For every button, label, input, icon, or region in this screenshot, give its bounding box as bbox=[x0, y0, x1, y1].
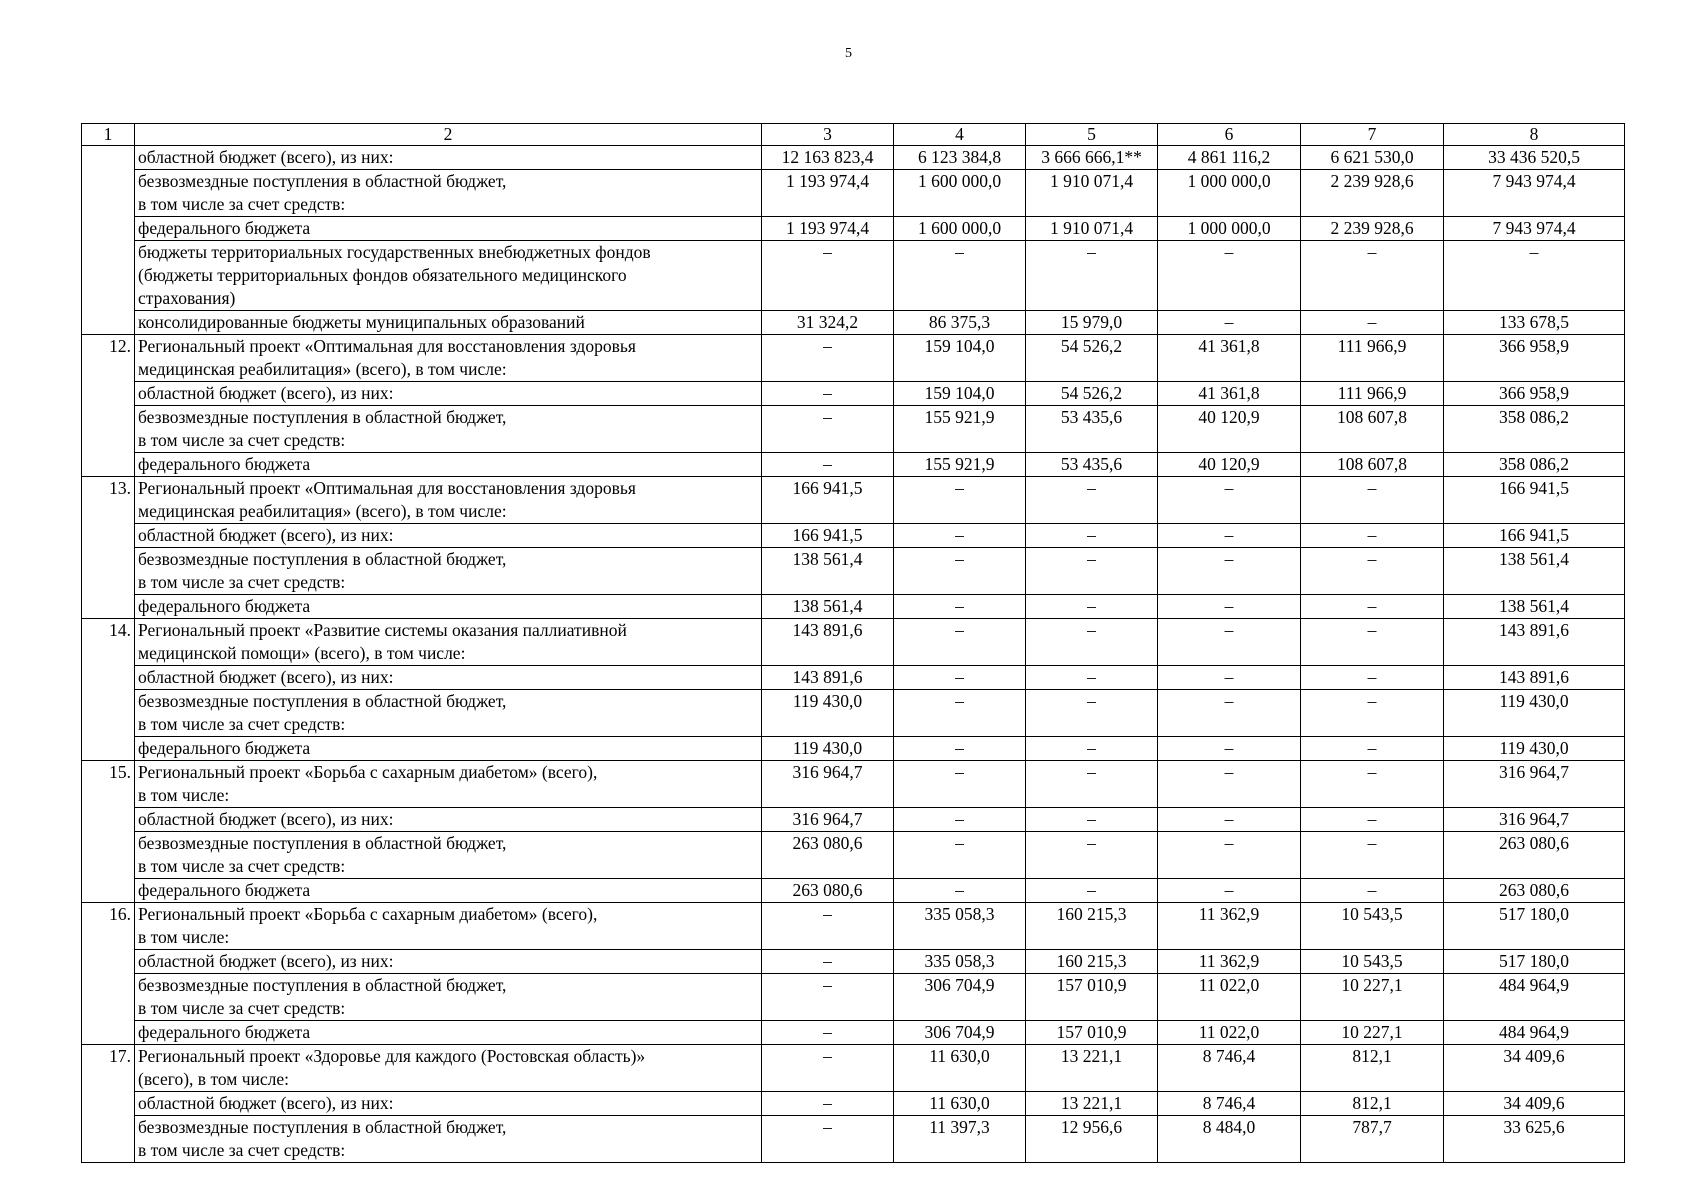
amount-cell: 1 910 071,4 bbox=[1026, 217, 1158, 241]
row-index: 13. bbox=[82, 477, 135, 619]
row-label: безвозмездные поступления в областной бюджет, в том числе за счет средств: bbox=[135, 690, 762, 737]
amount-cell: 138 561,4 bbox=[1444, 595, 1625, 619]
table-row bbox=[82, 950, 1625, 974]
amount-cell: 358 086,2 bbox=[1444, 453, 1625, 477]
amount-cell: – bbox=[1158, 311, 1301, 335]
table-row bbox=[82, 241, 1625, 311]
amount-cell: 143 891,6 bbox=[762, 666, 894, 690]
table-row bbox=[82, 1116, 1625, 1163]
row-label: Региональный проект «Здоровье для каждого (Ростовская область)» (всего), в том числе: bbox=[135, 1045, 762, 1092]
amount-cell: – bbox=[1158, 619, 1301, 666]
amount-cell: – bbox=[1158, 241, 1301, 311]
amount-cell: 10 543,5 bbox=[1301, 950, 1444, 974]
amount-cell: 11 397,3 bbox=[894, 1116, 1026, 1163]
amount-cell: 812,1 bbox=[1301, 1092, 1444, 1116]
amount-cell: 11 630,0 bbox=[894, 1092, 1026, 1116]
table-row bbox=[82, 311, 1625, 335]
row-index: 15. bbox=[82, 761, 135, 903]
amount-cell: 159 104,0 bbox=[894, 335, 1026, 382]
column-number-row bbox=[82, 124, 1625, 146]
amount-cell: 40 120,9 bbox=[1158, 453, 1301, 477]
amount-cell: 10 543,5 bbox=[1301, 903, 1444, 950]
budget-table bbox=[81, 123, 1625, 1163]
amount-cell: 366 958,9 bbox=[1444, 382, 1625, 406]
table-row bbox=[82, 808, 1625, 832]
table-row bbox=[82, 548, 1625, 595]
amount-cell: 155 921,9 bbox=[894, 453, 1026, 477]
row-label: бюджеты территориальных государственных внебюджетных фондов (бюджеты территориальных фондов обязательного медицинского страхования) bbox=[135, 241, 762, 311]
amount-cell: 517 180,0 bbox=[1444, 903, 1625, 950]
row-label: Региональный проект «Развитие системы оказания паллиативной медицинской помощи» (всего), в том числе: bbox=[135, 619, 762, 666]
column-number: 8 bbox=[1444, 124, 1625, 146]
amount-cell: 13 221,1 bbox=[1026, 1045, 1158, 1092]
row-label: федерального бюджета bbox=[135, 453, 762, 477]
amount-cell: 10 227,1 bbox=[1301, 974, 1444, 1021]
amount-cell: – bbox=[894, 241, 1026, 311]
row-label: безвозмездные поступления в областной бюджет, в том числе за счет средств: bbox=[135, 974, 762, 1021]
table-row bbox=[82, 619, 1625, 666]
amount-cell: 12 163 823,4 bbox=[762, 146, 894, 170]
amount-cell: – bbox=[1158, 808, 1301, 832]
amount-cell: 1 910 071,4 bbox=[1026, 170, 1158, 217]
amount-cell: – bbox=[1026, 832, 1158, 879]
row-label: областной бюджет (всего), из них: bbox=[135, 950, 762, 974]
amount-cell: 8 484,0 bbox=[1158, 1116, 1301, 1163]
amount-cell: 160 215,3 bbox=[1026, 903, 1158, 950]
amount-cell: 111 966,9 bbox=[1301, 335, 1444, 382]
amount-cell: – bbox=[1158, 595, 1301, 619]
row-label: областной бюджет (всего), из них: bbox=[135, 382, 762, 406]
amount-cell: – bbox=[894, 761, 1026, 808]
table-row bbox=[82, 737, 1625, 761]
amount-cell: 54 526,2 bbox=[1026, 382, 1158, 406]
amount-cell: – bbox=[1158, 666, 1301, 690]
amount-cell: – bbox=[1158, 832, 1301, 879]
table-row bbox=[82, 1092, 1625, 1116]
amount-cell: – bbox=[762, 335, 894, 382]
amount-cell: – bbox=[762, 453, 894, 477]
row-label: безвозмездные поступления в областной бюджет, в том числе за счет средств: bbox=[135, 832, 762, 879]
amount-cell: – bbox=[1026, 619, 1158, 666]
amount-cell: – bbox=[1301, 311, 1444, 335]
amount-cell: – bbox=[1301, 241, 1444, 311]
table-row bbox=[82, 690, 1625, 737]
amount-cell: 7 943 974,4 bbox=[1444, 170, 1625, 217]
amount-cell: 1 600 000,0 bbox=[894, 170, 1026, 217]
amount-cell: 358 086,2 bbox=[1444, 406, 1625, 453]
row-label: федерального бюджета bbox=[135, 879, 762, 903]
amount-cell: – bbox=[894, 808, 1026, 832]
amount-cell: 11 362,9 bbox=[1158, 903, 1301, 950]
amount-cell: – bbox=[894, 619, 1026, 666]
amount-cell: 41 361,8 bbox=[1158, 382, 1301, 406]
row-index: 12. bbox=[82, 335, 135, 477]
amount-cell: 138 561,4 bbox=[762, 548, 894, 595]
row-label: безвозмездные поступления в областной бюджет, в том числе за счет средств: bbox=[135, 548, 762, 595]
row-label: федерального бюджета bbox=[135, 217, 762, 241]
amount-cell: 53 435,6 bbox=[1026, 406, 1158, 453]
amount-cell: 157 010,9 bbox=[1026, 1021, 1158, 1045]
amount-cell: 484 964,9 bbox=[1444, 1021, 1625, 1045]
amount-cell: – bbox=[1444, 241, 1625, 311]
amount-cell: 3 666 666,1** bbox=[1026, 146, 1158, 170]
amount-cell: – bbox=[1301, 666, 1444, 690]
amount-cell: – bbox=[1301, 595, 1444, 619]
amount-cell: 335 058,3 bbox=[894, 950, 1026, 974]
amount-cell: 1 600 000,0 bbox=[894, 217, 1026, 241]
amount-cell: – bbox=[1026, 761, 1158, 808]
amount-cell: – bbox=[1158, 737, 1301, 761]
amount-cell: 15 979,0 bbox=[1026, 311, 1158, 335]
amount-cell: 4 861 116,2 bbox=[1158, 146, 1301, 170]
amount-cell: – bbox=[762, 1092, 894, 1116]
amount-cell: 335 058,3 bbox=[894, 903, 1026, 950]
amount-cell: – bbox=[1301, 808, 1444, 832]
table-row bbox=[82, 903, 1625, 950]
amount-cell: – bbox=[762, 903, 894, 950]
amount-cell: 166 941,5 bbox=[762, 524, 894, 548]
amount-cell: – bbox=[762, 1116, 894, 1163]
amount-cell: 31 324,2 bbox=[762, 311, 894, 335]
amount-cell: 11 022,0 bbox=[1158, 974, 1301, 1021]
row-label: федерального бюджета bbox=[135, 737, 762, 761]
amount-cell: 1 000 000,0 bbox=[1158, 217, 1301, 241]
amount-cell: 6 621 530,0 bbox=[1301, 146, 1444, 170]
amount-cell: – bbox=[1026, 595, 1158, 619]
amount-cell: 108 607,8 bbox=[1301, 453, 1444, 477]
amount-cell: – bbox=[894, 548, 1026, 595]
amount-cell: – bbox=[1301, 524, 1444, 548]
amount-cell: 108 607,8 bbox=[1301, 406, 1444, 453]
amount-cell: – bbox=[1301, 832, 1444, 879]
column-number: 6 bbox=[1158, 124, 1301, 146]
table-row bbox=[82, 974, 1625, 1021]
amount-cell: – bbox=[1026, 879, 1158, 903]
row-index bbox=[82, 146, 135, 335]
row-label: областной бюджет (всего), из них: bbox=[135, 524, 762, 548]
amount-cell: 86 375,3 bbox=[894, 311, 1026, 335]
amount-cell: 316 964,7 bbox=[762, 808, 894, 832]
amount-cell: – bbox=[762, 974, 894, 1021]
amount-cell: – bbox=[1158, 524, 1301, 548]
amount-cell: – bbox=[894, 737, 1026, 761]
amount-cell: – bbox=[762, 950, 894, 974]
table-row bbox=[82, 335, 1625, 382]
amount-cell: 306 704,9 bbox=[894, 1021, 1026, 1045]
amount-cell: 366 958,9 bbox=[1444, 335, 1625, 382]
amount-cell: 34 409,6 bbox=[1444, 1092, 1625, 1116]
amount-cell: 33 625,6 bbox=[1444, 1116, 1625, 1163]
amount-cell: – bbox=[1301, 477, 1444, 524]
row-label: безвозмездные поступления в областной бюджет, в том числе за счет средств: bbox=[135, 406, 762, 453]
amount-cell: – bbox=[1026, 737, 1158, 761]
amount-cell: 484 964,9 bbox=[1444, 974, 1625, 1021]
amount-cell: 306 704,9 bbox=[894, 974, 1026, 1021]
amount-cell: – bbox=[1301, 548, 1444, 595]
row-label: Региональный проект «Оптимальная для восстановления здоровья медицинская реабилитация» (всего), в том числе: bbox=[135, 477, 762, 524]
amount-cell: 517 180,0 bbox=[1444, 950, 1625, 974]
amount-cell: 119 430,0 bbox=[762, 737, 894, 761]
amount-cell: 166 941,5 bbox=[762, 477, 894, 524]
amount-cell: 33 436 520,5 bbox=[1444, 146, 1625, 170]
amount-cell: 143 891,6 bbox=[762, 619, 894, 666]
row-index: 17. bbox=[82, 1045, 135, 1163]
amount-cell: 263 080,6 bbox=[1444, 879, 1625, 903]
column-number: 2 bbox=[135, 124, 762, 146]
row-label: областной бюджет (всего), из них: bbox=[135, 146, 762, 170]
amount-cell: – bbox=[1026, 666, 1158, 690]
amount-cell: 787,7 bbox=[1301, 1116, 1444, 1163]
amount-cell: 1 193 974,4 bbox=[762, 217, 894, 241]
row-label: федерального бюджета bbox=[135, 595, 762, 619]
row-label: Региональный проект «Оптимальная для восстановления здоровья медицинская реабилитация» (всего), в том числе: bbox=[135, 335, 762, 382]
amount-cell: – bbox=[762, 382, 894, 406]
amount-cell: – bbox=[894, 477, 1026, 524]
amount-cell: 11 362,9 bbox=[1158, 950, 1301, 974]
amount-cell: – bbox=[894, 666, 1026, 690]
amount-cell: – bbox=[762, 406, 894, 453]
amount-cell: – bbox=[1158, 761, 1301, 808]
amount-cell: – bbox=[762, 1021, 894, 1045]
amount-cell: 1 000 000,0 bbox=[1158, 170, 1301, 217]
row-index: 16. bbox=[82, 903, 135, 1045]
amount-cell: 10 227,1 bbox=[1301, 1021, 1444, 1045]
row-index: 14. bbox=[82, 619, 135, 761]
amount-cell: 111 966,9 bbox=[1301, 382, 1444, 406]
amount-cell: 138 561,4 bbox=[1444, 548, 1625, 595]
amount-cell: – bbox=[762, 241, 894, 311]
row-label: областной бюджет (всего), из них: bbox=[135, 1092, 762, 1116]
amount-cell: 40 120,9 bbox=[1158, 406, 1301, 453]
row-label: областной бюджет (всего), из них: bbox=[135, 808, 762, 832]
amount-cell: – bbox=[1301, 619, 1444, 666]
amount-cell: 166 941,5 bbox=[1444, 477, 1625, 524]
amount-cell: 143 891,6 bbox=[1444, 619, 1625, 666]
amount-cell: 138 561,4 bbox=[762, 595, 894, 619]
amount-cell: 54 526,2 bbox=[1026, 335, 1158, 382]
amount-cell: 119 430,0 bbox=[1444, 737, 1625, 761]
amount-cell: 34 409,6 bbox=[1444, 1045, 1625, 1092]
row-label: безвозмездные поступления в областной бюджет, в том числе за счет средств: bbox=[135, 1116, 762, 1163]
amount-cell: – bbox=[1301, 761, 1444, 808]
amount-cell: 143 891,6 bbox=[1444, 666, 1625, 690]
amount-cell: 119 430,0 bbox=[762, 690, 894, 737]
table-row bbox=[82, 217, 1625, 241]
amount-cell: – bbox=[1158, 548, 1301, 595]
amount-cell: 316 964,7 bbox=[1444, 761, 1625, 808]
amount-cell: – bbox=[1026, 477, 1158, 524]
amount-cell: 263 080,6 bbox=[1444, 832, 1625, 879]
amount-cell: 812,1 bbox=[1301, 1045, 1444, 1092]
row-label: областной бюджет (всего), из них: bbox=[135, 666, 762, 690]
row-label: Региональный проект «Борьба с сахарным диабетом» (всего), в том числе: bbox=[135, 761, 762, 808]
amount-cell: 8 746,4 bbox=[1158, 1045, 1301, 1092]
amount-cell: – bbox=[894, 832, 1026, 879]
amount-cell: 41 361,8 bbox=[1158, 335, 1301, 382]
amount-cell: 53 435,6 bbox=[1026, 453, 1158, 477]
table-row bbox=[82, 595, 1625, 619]
row-label: федерального бюджета bbox=[135, 1021, 762, 1045]
amount-cell: 316 964,7 bbox=[1444, 808, 1625, 832]
amount-cell: – bbox=[1158, 690, 1301, 737]
amount-cell: 13 221,1 bbox=[1026, 1092, 1158, 1116]
amount-cell: 159 104,0 bbox=[894, 382, 1026, 406]
table-row bbox=[82, 761, 1625, 808]
amount-cell: – bbox=[894, 879, 1026, 903]
amount-cell: – bbox=[1026, 548, 1158, 595]
column-number: 5 bbox=[1026, 124, 1158, 146]
amount-cell: 316 964,7 bbox=[762, 761, 894, 808]
amount-cell: 155 921,9 bbox=[894, 406, 1026, 453]
amount-cell: – bbox=[1301, 737, 1444, 761]
table-row bbox=[82, 170, 1625, 217]
amount-cell: – bbox=[1026, 241, 1158, 311]
amount-cell: 157 010,9 bbox=[1026, 974, 1158, 1021]
amount-cell: 263 080,6 bbox=[762, 832, 894, 879]
table-row bbox=[82, 524, 1625, 548]
row-label: Региональный проект «Борьба с сахарным диабетом» (всего), в том числе: bbox=[135, 903, 762, 950]
table-row bbox=[82, 832, 1625, 879]
table-row bbox=[82, 879, 1625, 903]
table-row bbox=[82, 453, 1625, 477]
page-number: 5 bbox=[845, 46, 852, 61]
amount-cell: – bbox=[762, 1045, 894, 1092]
table-row bbox=[82, 382, 1625, 406]
row-label: безвозмездные поступления в областной бюджет, в том числе за счет средств: bbox=[135, 170, 762, 217]
column-number: 1 bbox=[82, 124, 135, 146]
amount-cell: 12 956,6 bbox=[1026, 1116, 1158, 1163]
column-number: 7 bbox=[1301, 124, 1444, 146]
amount-cell: 2 239 928,6 bbox=[1301, 217, 1444, 241]
column-number: 4 bbox=[894, 124, 1026, 146]
table-row bbox=[82, 1021, 1625, 1045]
table-row bbox=[82, 477, 1625, 524]
amount-cell: – bbox=[1026, 690, 1158, 737]
amount-cell: – bbox=[894, 524, 1026, 548]
amount-cell: 119 430,0 bbox=[1444, 690, 1625, 737]
table-row bbox=[82, 666, 1625, 690]
amount-cell: 1 193 974,4 bbox=[762, 170, 894, 217]
amount-cell: 133 678,5 bbox=[1444, 311, 1625, 335]
amount-cell: 11 630,0 bbox=[894, 1045, 1026, 1092]
table-row bbox=[82, 146, 1625, 170]
table-row bbox=[82, 406, 1625, 453]
amount-cell: – bbox=[1158, 477, 1301, 524]
amount-cell: 263 080,6 bbox=[762, 879, 894, 903]
amount-cell: 2 239 928,6 bbox=[1301, 170, 1444, 217]
table-row bbox=[82, 1045, 1625, 1092]
amount-cell: – bbox=[1301, 879, 1444, 903]
amount-cell: – bbox=[1158, 879, 1301, 903]
amount-cell: – bbox=[1301, 690, 1444, 737]
amount-cell: 6 123 384,8 bbox=[894, 146, 1026, 170]
amount-cell: 11 022,0 bbox=[1158, 1021, 1301, 1045]
amount-cell: 7 943 974,4 bbox=[1444, 217, 1625, 241]
amount-cell: – bbox=[894, 690, 1026, 737]
amount-cell: – bbox=[1026, 524, 1158, 548]
row-label: консолидированные бюджеты муниципальных образований bbox=[135, 311, 762, 335]
table-body bbox=[82, 124, 1625, 1163]
amount-cell: 166 941,5 bbox=[1444, 524, 1625, 548]
amount-cell: – bbox=[894, 595, 1026, 619]
amount-cell: 160 215,3 bbox=[1026, 950, 1158, 974]
amount-cell: 8 746,4 bbox=[1158, 1092, 1301, 1116]
amount-cell: – bbox=[1026, 808, 1158, 832]
column-number: 3 bbox=[762, 124, 894, 146]
